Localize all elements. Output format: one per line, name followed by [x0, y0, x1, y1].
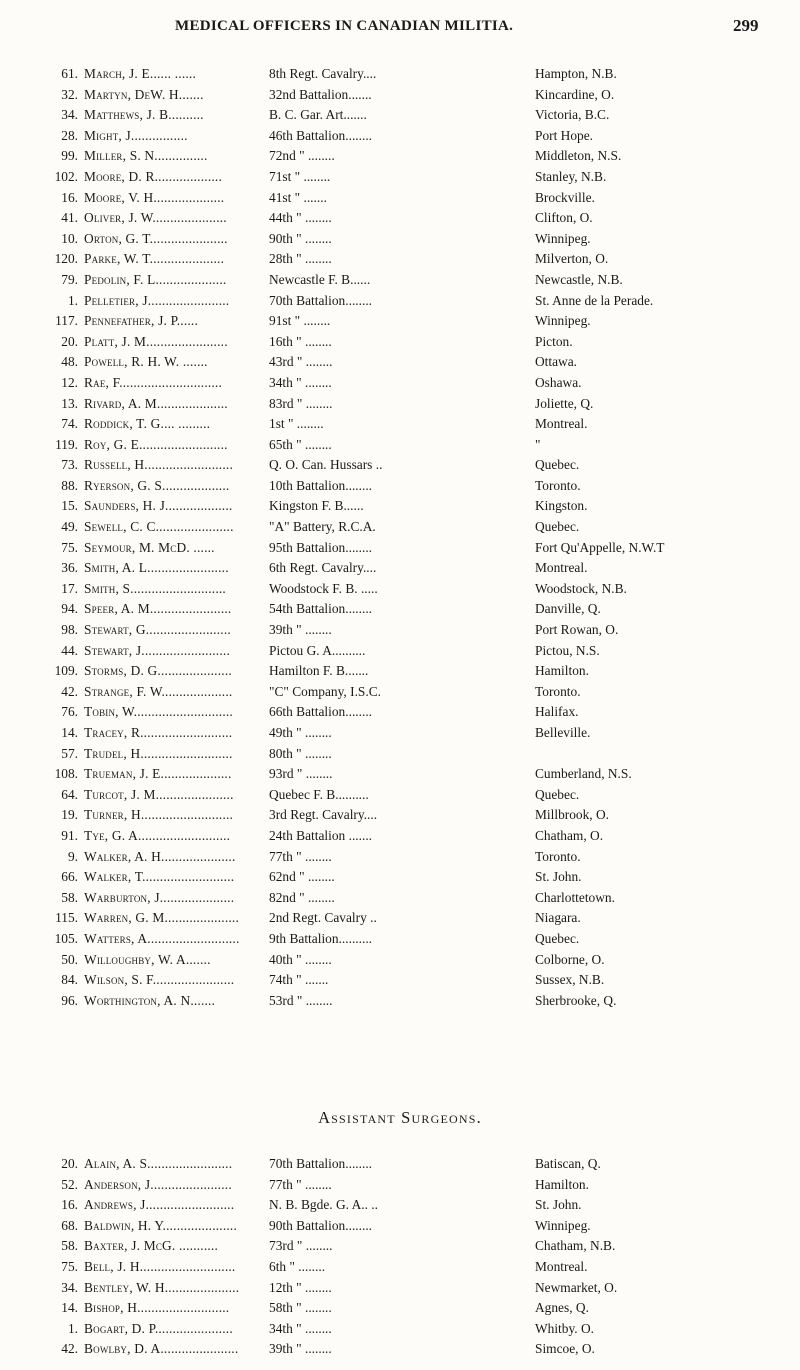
- list-item: [0, 991, 800, 1012]
- officer-name: Ryerson, G. S...................: [84, 477, 230, 493]
- list-item: [0, 1195, 800, 1216]
- entry-number: 119.: [55, 436, 78, 452]
- list-item: [0, 64, 800, 85]
- list-item: [0, 517, 800, 538]
- entry-number: 13.: [61, 395, 78, 411]
- unit-name: 71st " ........: [269, 168, 331, 184]
- entry-number: 105.: [54, 930, 78, 946]
- entry-number: 75.: [61, 1258, 78, 1274]
- station-name: Victoria, B.C.: [535, 107, 610, 123]
- entry-number: 74.: [61, 416, 78, 432]
- page-number: 299: [733, 16, 759, 35]
- list-item: [0, 455, 800, 476]
- unit-name: 16th " ........: [269, 333, 332, 349]
- officer-name: Roy, G. E.........................: [84, 436, 228, 452]
- unit-name: "A" Battery, R.C.A.: [269, 519, 376, 535]
- station-name: Simcoe, O.: [535, 1341, 595, 1357]
- list-item: [0, 661, 800, 682]
- entry-number: 41.: [61, 210, 78, 226]
- unit-name: 65th " ........: [269, 436, 332, 452]
- unit-name: 74th " .......: [269, 972, 329, 988]
- unit-name: 24th Battalion .......: [269, 827, 373, 843]
- station-name: Whitby. O.: [535, 1320, 595, 1336]
- entry-number: 12.: [61, 374, 78, 390]
- unit-name: 77th " ........: [269, 848, 332, 864]
- station-name: Colborne, O.: [535, 951, 605, 967]
- list-item: [0, 888, 800, 909]
- station-name: Niagara.: [535, 910, 581, 926]
- list-item: [0, 826, 800, 847]
- list-item: [0, 641, 800, 662]
- list-item: [0, 291, 800, 312]
- entry-number: 14.: [61, 1300, 78, 1316]
- unit-name: 6th " ........: [269, 1258, 326, 1274]
- unit-name: 82nd " ........: [269, 889, 335, 905]
- unit-name: N. B. Bgde. G. A.. ..: [269, 1197, 378, 1213]
- officer-name: Wilson, S. F.......................: [84, 972, 235, 988]
- unit-name: 77th " ........: [269, 1176, 332, 1192]
- station-name: Sussex, N.B.: [535, 972, 605, 988]
- station-name: Woodstock, N.B.: [535, 580, 627, 596]
- unit-name: 39th " ........: [269, 1341, 332, 1357]
- list-item: [0, 146, 800, 167]
- entry-number: 120.: [54, 251, 78, 267]
- station-name: ": [535, 436, 541, 452]
- unit-name: 2nd Regt. Cavalry ..: [269, 910, 377, 926]
- station-name: Oshawa.: [535, 374, 582, 390]
- unit-name: 70th Battalion........: [269, 292, 373, 308]
- list-item: [0, 229, 800, 250]
- entry-number: 115.: [55, 910, 78, 926]
- officer-name: Warren, G. M.....................: [84, 910, 240, 926]
- station-name: Joliette, Q.: [535, 395, 594, 411]
- unit-name: 95th Battalion........: [269, 539, 373, 555]
- station-name: Montreal.: [535, 560, 588, 576]
- entry-number: 20.: [61, 333, 78, 349]
- unit-name: B. C. Gar. Art.......: [269, 107, 367, 123]
- officer-name: Rivard, A. M....................: [84, 395, 228, 411]
- officer-name: Strange, F. W....................: [84, 683, 233, 699]
- list-item: [0, 579, 800, 600]
- officer-name: Walker, A. H.....................: [84, 848, 236, 864]
- unit-name: 53rd " ........: [269, 992, 333, 1008]
- entry-number: 42.: [61, 1341, 78, 1357]
- unit-name: 58th " ........: [269, 1300, 332, 1316]
- unit-name: 49th " ........: [269, 725, 332, 740]
- list-item: [0, 908, 800, 929]
- entry-number: 49.: [61, 519, 78, 535]
- station-name: Ottawa.: [535, 354, 578, 370]
- officer-name: Worthington, A. N.......: [84, 992, 216, 1008]
- officer-name: Alain, A. S........................: [84, 1156, 233, 1171]
- entry-number: 84.: [61, 972, 78, 988]
- station-name: Quebec.: [535, 457, 580, 473]
- officer-name: Walker, T..........................: [84, 869, 235, 885]
- list-item: [0, 1319, 800, 1340]
- officer-name: Anderson, J.......................: [84, 1176, 232, 1192]
- entry-number: 14.: [61, 725, 78, 740]
- entry-number: 9.: [67, 848, 78, 864]
- list-item: [0, 373, 800, 394]
- officer-name: Willoughby, W. A.......: [84, 951, 211, 967]
- list-item: [0, 682, 800, 703]
- officer-name: Tobin, W............................: [84, 704, 233, 720]
- entry-number: 102.: [54, 168, 78, 184]
- entry-number: 16.: [61, 189, 78, 205]
- entry-number: 88.: [61, 477, 78, 493]
- list-item: [0, 105, 800, 126]
- list-item: [0, 805, 800, 826]
- list-item: [0, 249, 800, 270]
- unit-name: "C" Company, I.S.C.: [269, 683, 381, 699]
- unit-name: Q. O. Can. Hussars ..: [269, 457, 383, 473]
- station-name: Brockville.: [535, 189, 595, 205]
- list-item: [0, 599, 800, 620]
- list-item: [0, 435, 800, 456]
- list-item: [0, 867, 800, 888]
- entry-number: 66.: [61, 869, 78, 885]
- unit-name: 90th Battalion........: [269, 1217, 373, 1233]
- entry-number: 109.: [54, 663, 78, 679]
- unit-name: 34th " ........: [269, 374, 332, 390]
- station-name: Winnipeg.: [535, 230, 591, 246]
- station-name: Chatham, N.B.: [535, 1238, 616, 1254]
- station-name: Toronto.: [535, 683, 581, 699]
- officer-name: Martyn, DeW. H.......: [84, 86, 204, 102]
- list-item: [0, 950, 800, 971]
- station-name: Halifax.: [535, 704, 579, 720]
- unit-name: 1st " ........: [269, 416, 324, 432]
- officer-name: Trudel, H..........................: [84, 745, 233, 761]
- station-name: Winnipeg.: [535, 313, 591, 329]
- station-name: Port Rowan, O.: [535, 622, 619, 638]
- unit-name: 83rd " ........: [269, 395, 333, 411]
- list-item: [0, 188, 800, 209]
- officer-name: Tracey, R..........................: [84, 725, 233, 740]
- officer-name: Warburton, J.....................: [84, 889, 235, 905]
- station-name: Quebec.: [535, 786, 580, 802]
- officer-name: Pennefather, J. P......: [84, 313, 199, 329]
- unit-name: 34th " ........: [269, 1320, 332, 1336]
- station-name: Kincardine, O.: [535, 86, 615, 102]
- station-name: Batiscan, Q.: [535, 1156, 601, 1171]
- station-name: Newmarket, O.: [535, 1279, 618, 1295]
- station-name: Chatham, O.: [535, 827, 604, 843]
- station-name: Danville, Q.: [535, 601, 601, 617]
- list-item: [0, 332, 800, 353]
- list-item: [0, 414, 800, 435]
- station-name: St. John.: [535, 869, 582, 885]
- unit-name: 54th Battalion........: [269, 601, 373, 617]
- unit-name: 91st " ........: [269, 313, 331, 329]
- entry-number: 19.: [61, 807, 78, 823]
- entry-number: 28.: [61, 127, 78, 143]
- station-name: Fort Qu'Appelle, N.W.T: [535, 539, 665, 555]
- unit-name: Newcastle F. B......: [269, 271, 371, 287]
- assistant-surgeons-list: [0, 1154, 800, 1360]
- officer-name: Russell, H.........................: [84, 457, 233, 473]
- officer-name: Orton, G. T......................: [84, 230, 228, 246]
- station-name: Middleton, N.S.: [535, 148, 622, 164]
- officer-name: Bell, J. H...........................: [84, 1258, 236, 1274]
- officer-name: Platt, J. M.......................: [84, 333, 228, 349]
- entry-number: 20.: [61, 1156, 78, 1171]
- station-name: Toronto.: [535, 848, 581, 864]
- unit-name: 39th " ........: [269, 622, 332, 638]
- officer-name: Stewart, J.........................: [84, 642, 230, 658]
- list-item: [0, 1175, 800, 1196]
- officer-name: Moore, D. R...................: [84, 168, 223, 184]
- list-item: [0, 270, 800, 291]
- page-header: [0, 10, 800, 50]
- section-heading-assistant-surgeons: Assistant Surgeons.: [318, 1108, 482, 1127]
- officer-name: Pelletier, J.......................: [84, 292, 230, 308]
- entry-number: 52.: [61, 1176, 78, 1192]
- list-item: [0, 352, 800, 373]
- officer-name: Sewell, C. C......................: [84, 519, 234, 535]
- officer-name: Matthews, J. B..........: [84, 107, 204, 123]
- list-item: [0, 126, 800, 147]
- officer-name: Roddick, T. G.... .........: [84, 416, 211, 432]
- officer-name: Smith, A. L.......................: [84, 560, 229, 576]
- entry-number: 34.: [61, 1279, 78, 1295]
- officer-name: Pedolin, F. L....................: [84, 271, 227, 287]
- entry-number: 32.: [61, 86, 78, 102]
- station-name: Quebec.: [535, 519, 580, 535]
- officer-name: Seymour, M. McD. ......: [84, 539, 215, 555]
- list-item: [0, 764, 800, 785]
- entry-number: 57.: [61, 745, 78, 761]
- unit-name: Pictou G. A..........: [269, 642, 366, 658]
- unit-name: 28th " ........: [269, 251, 332, 267]
- station-name: Newcastle, N.B.: [535, 271, 623, 287]
- entry-number: 68.: [61, 1217, 78, 1233]
- entry-number: 73.: [61, 457, 78, 473]
- entry-number: 94.: [61, 601, 78, 617]
- officer-name: Speer, A. M.......................: [84, 601, 232, 617]
- officer-name: Powell, R. H. W. .......: [84, 354, 208, 370]
- list-item: [0, 744, 800, 765]
- unit-name: 10th Battalion........: [269, 477, 373, 493]
- station-name: Charlottetown.: [535, 889, 615, 905]
- officer-name: Stewart, G........................: [84, 622, 231, 638]
- entry-number: 1.: [67, 1320, 78, 1336]
- officer-name: Baxter, J. McG. ...........: [84, 1238, 219, 1254]
- officer-name: Bogart, D. P......................: [84, 1320, 233, 1336]
- officer-name: Bishop, H..........................: [84, 1300, 230, 1316]
- officer-name: Andrews, J.........................: [84, 1197, 235, 1213]
- list-item: [0, 970, 800, 991]
- station-name: Millbrook, O.: [535, 807, 610, 823]
- unit-name: 72nd " ........: [269, 148, 335, 164]
- officer-name: Miller, S. N...............: [84, 148, 208, 164]
- officer-name: Tye, G. A..........................: [84, 827, 231, 843]
- entry-number: 99.: [61, 148, 78, 164]
- officer-name: Turner, H..........................: [84, 807, 234, 823]
- list-item: [0, 702, 800, 723]
- running-title: MEDICAL OFFICERS IN CANADIAN MILITIA.: [175, 18, 514, 34]
- officer-name: March, J. E...... ......: [84, 66, 197, 81]
- entry-number: 36.: [61, 560, 78, 576]
- list-item: [0, 1298, 800, 1319]
- list-item: [0, 496, 800, 517]
- station-name: Hampton, N.B.: [535, 66, 617, 81]
- entry-number: 75.: [61, 539, 78, 555]
- station-name: Quebec.: [535, 930, 580, 946]
- unit-name: 3rd Regt. Cavalry....: [269, 807, 378, 823]
- station-name: Stanley, N.B.: [535, 168, 607, 184]
- unit-name: 90th " ........: [269, 230, 332, 246]
- unit-name: Hamilton F. B.......: [269, 663, 369, 679]
- station-name: Montreal.: [535, 416, 588, 432]
- list-item: [0, 1257, 800, 1278]
- unit-name: 8th Regt. Cavalry....: [269, 66, 377, 81]
- unit-name: 46th Battalion........: [269, 127, 373, 143]
- officer-name: Bowlby, D. A......................: [84, 1341, 239, 1357]
- unit-name: 73rd " ........: [269, 1238, 333, 1254]
- entry-number: 48.: [61, 354, 78, 370]
- unit-name: 43rd " ........: [269, 354, 333, 370]
- entry-number: 98.: [61, 622, 78, 638]
- unit-name: 9th Battalion..........: [269, 930, 373, 946]
- entry-number: 91.: [61, 827, 78, 843]
- entry-number: 117.: [55, 313, 78, 329]
- list-item: [0, 620, 800, 641]
- station-name: Milverton, O.: [535, 251, 609, 267]
- officer-name: Turcot, J. M......................: [84, 786, 234, 802]
- officer-name: Trueman, J. E....................: [84, 766, 232, 782]
- list-item: [0, 208, 800, 229]
- entry-number: 58.: [61, 889, 78, 905]
- list-item: [0, 785, 800, 806]
- station-name: Sherbrooke, Q.: [535, 992, 617, 1008]
- list-item: [0, 1216, 800, 1237]
- unit-name: 80th " ........: [269, 745, 332, 761]
- entry-number: 64.: [61, 786, 78, 802]
- entry-number: 79.: [61, 271, 78, 287]
- station-name: Hamilton.: [535, 663, 589, 679]
- list-item: [0, 85, 800, 106]
- officer-name: Might, J................: [84, 127, 188, 143]
- officer-name: Saunders, H. J...................: [84, 498, 233, 514]
- entry-number: 34.: [61, 107, 78, 123]
- unit-name: 32nd Battalion.......: [269, 86, 372, 102]
- entry-number: 50.: [61, 951, 78, 967]
- list-item: [0, 1278, 800, 1299]
- list-item: [0, 929, 800, 950]
- station-name: Picton.: [535, 333, 573, 349]
- officer-name: Bentley, W. H.....................: [84, 1279, 240, 1295]
- officer-name: Moore, V. H....................: [84, 189, 225, 205]
- station-name: Montreal.: [535, 1258, 588, 1274]
- list-item: [0, 311, 800, 332]
- entry-number: 1.: [67, 292, 78, 308]
- station-name: Hamilton.: [535, 1176, 589, 1192]
- entry-number: 108.: [54, 766, 78, 782]
- list-item: [0, 558, 800, 579]
- station-name: Clifton, O.: [535, 210, 593, 226]
- officer-name: Storms, D. G.....................: [84, 663, 232, 679]
- list-item: [0, 1236, 800, 1257]
- station-name: Port Hope.: [535, 127, 594, 143]
- list-item: [0, 476, 800, 497]
- station-name: Toronto.: [535, 477, 581, 493]
- station-name: St. John.: [535, 1197, 582, 1213]
- list-item: [0, 1339, 800, 1360]
- unit-name: 66th Battalion........: [269, 704, 373, 720]
- officer-name: Baldwin, H. Y.....................: [84, 1217, 238, 1233]
- unit-name: 62nd " ........: [269, 869, 335, 885]
- officer-name: Watters, A..........................: [84, 930, 240, 946]
- unit-name: 12th " ........: [269, 1279, 332, 1295]
- list-item: [0, 723, 800, 744]
- entry-number: 15.: [61, 498, 78, 514]
- entry-number: 44.: [61, 642, 78, 658]
- officer-name: Rae, F.............................: [84, 374, 223, 390]
- unit-name: 40th " ........: [269, 951, 332, 967]
- unit-name: Quebec F. B..........: [269, 786, 369, 802]
- unit-name: Woodstock F. B. .....: [269, 580, 378, 596]
- unit-name: 6th Regt. Cavalry....: [269, 560, 377, 576]
- station-name: St. Anne de la Perade.: [535, 292, 654, 308]
- list-item: [0, 538, 800, 559]
- station-name: Winnipeg.: [535, 1217, 591, 1233]
- entry-number: 58.: [61, 1238, 78, 1254]
- surgeons-list: [0, 64, 800, 1011]
- entry-number: 17.: [61, 580, 78, 596]
- entry-number: 96.: [61, 992, 78, 1008]
- unit-name: Kingston F. B......: [269, 498, 364, 514]
- station-name: Agnes, Q.: [535, 1300, 589, 1316]
- entry-number: 10.: [61, 230, 78, 246]
- station-name: Cumberland, N.S.: [535, 766, 632, 782]
- unit-name: 41st " .......: [269, 189, 327, 205]
- list-item: [0, 847, 800, 868]
- station-name: Kingston.: [535, 498, 588, 514]
- entry-number: 16.: [61, 1197, 78, 1213]
- list-item: [0, 394, 800, 415]
- station-name: Belleville.: [535, 725, 591, 740]
- officer-name: Parke, W. T.....................: [84, 251, 225, 267]
- station-name: Pictou, N.S.: [535, 642, 600, 658]
- unit-name: 44th " ........: [269, 210, 332, 226]
- unit-name: 70th Battalion........: [269, 1156, 373, 1171]
- entry-number: 42.: [61, 683, 78, 699]
- officer-name: Smith, S...........................: [84, 580, 226, 596]
- list-item: [0, 167, 800, 188]
- list-item: [0, 1154, 800, 1175]
- officer-name: Oliver, J. W.....................: [84, 210, 227, 226]
- entry-number: 76.: [61, 704, 78, 720]
- entry-number: 61.: [61, 66, 78, 81]
- unit-name: 93rd " ........: [269, 766, 333, 782]
